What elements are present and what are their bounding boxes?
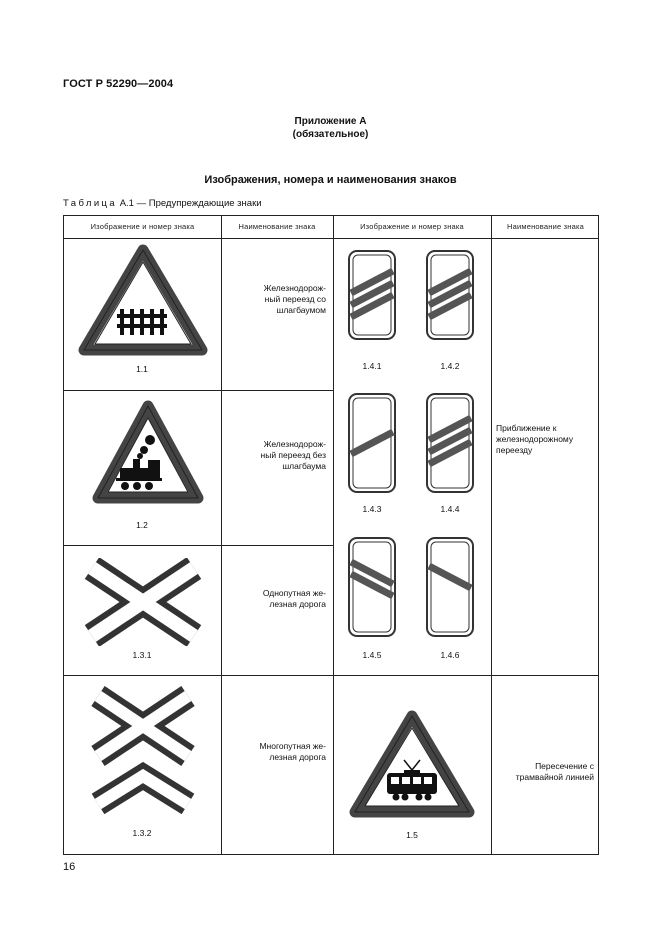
document-id: ГОСТ Р 52290—2004 (63, 78, 174, 90)
table-divider (221, 216, 222, 854)
approach-board-two-stripes-icon (347, 536, 397, 638)
sign-number: 1.4.4 (440, 504, 460, 514)
section-title: Изображения, номера и наименования знаков (204, 174, 457, 186)
approach-board-three-stripes-icon (347, 249, 397, 341)
sign-name: Пересечение с трамвайной линией (515, 761, 594, 782)
approach-board-three-stripes-icon (425, 392, 475, 494)
single-track-railway-sign-icon (80, 558, 206, 646)
page-number: 16 (63, 861, 76, 873)
approach-board-one-stripe-icon (347, 392, 397, 494)
row-divider (64, 545, 333, 546)
approach-board-one-stripe-icon (425, 536, 475, 638)
header-divider (64, 238, 598, 239)
sign-number: 1.3.1 (132, 650, 152, 660)
sign-number: 1.1 (136, 364, 148, 374)
sign-number: 1.4.6 (440, 650, 460, 660)
table-caption (63, 198, 262, 209)
annex-heading (0, 115, 661, 141)
table-divider (491, 216, 492, 854)
row-divider (64, 675, 598, 676)
sign-name: Многопутная же- лезная дорога (259, 741, 326, 762)
railway-crossing-with-barrier-sign-icon (78, 244, 208, 356)
tram-line-crossing-sign-icon (349, 710, 475, 822)
sign-name: Железнодорож- ный переезд без шлагбаума (260, 439, 326, 471)
sign-name: Однопутная же- лезная дорога (262, 588, 326, 609)
sign-number: 1.4.5 (362, 650, 382, 660)
multi-track-railway-sign-icon (84, 686, 202, 814)
row-divider (64, 390, 333, 391)
sign-name: Приближение к железнодорожному переезду (496, 423, 574, 455)
sign-name: Железнодорож- ный переезд со шлагбаумом (263, 283, 326, 315)
sign-number: 1.5 (406, 830, 418, 840)
table-divider (333, 216, 334, 854)
railway-crossing-without-barrier-sign-icon (92, 398, 204, 510)
col-header-image-left: Изображение и номер знака (90, 222, 195, 231)
annex-status: (обязательное) (292, 129, 369, 140)
col-header-image-right: Изображение и номер знака (360, 222, 464, 231)
sign-number: 1.4.1 (362, 361, 382, 371)
sign-number: 1.4.3 (362, 504, 382, 514)
sign-number: 1.2 (136, 520, 148, 530)
table-caption-text: — Предупреждающие знаки (136, 198, 262, 209)
table-caption-label: Таблица (63, 198, 118, 209)
col-header-name-right: Наименование знака (506, 222, 585, 231)
sign-number: 1.3.2 (132, 828, 152, 838)
table-caption-number: А.1 (119, 198, 134, 209)
approach-board-three-stripes-icon (425, 249, 475, 341)
signs-table (63, 215, 599, 855)
col-header-name-left: Наименование знака (238, 222, 316, 231)
annex-title: Приложение А (294, 116, 367, 127)
sign-number: 1.4.2 (440, 361, 460, 371)
